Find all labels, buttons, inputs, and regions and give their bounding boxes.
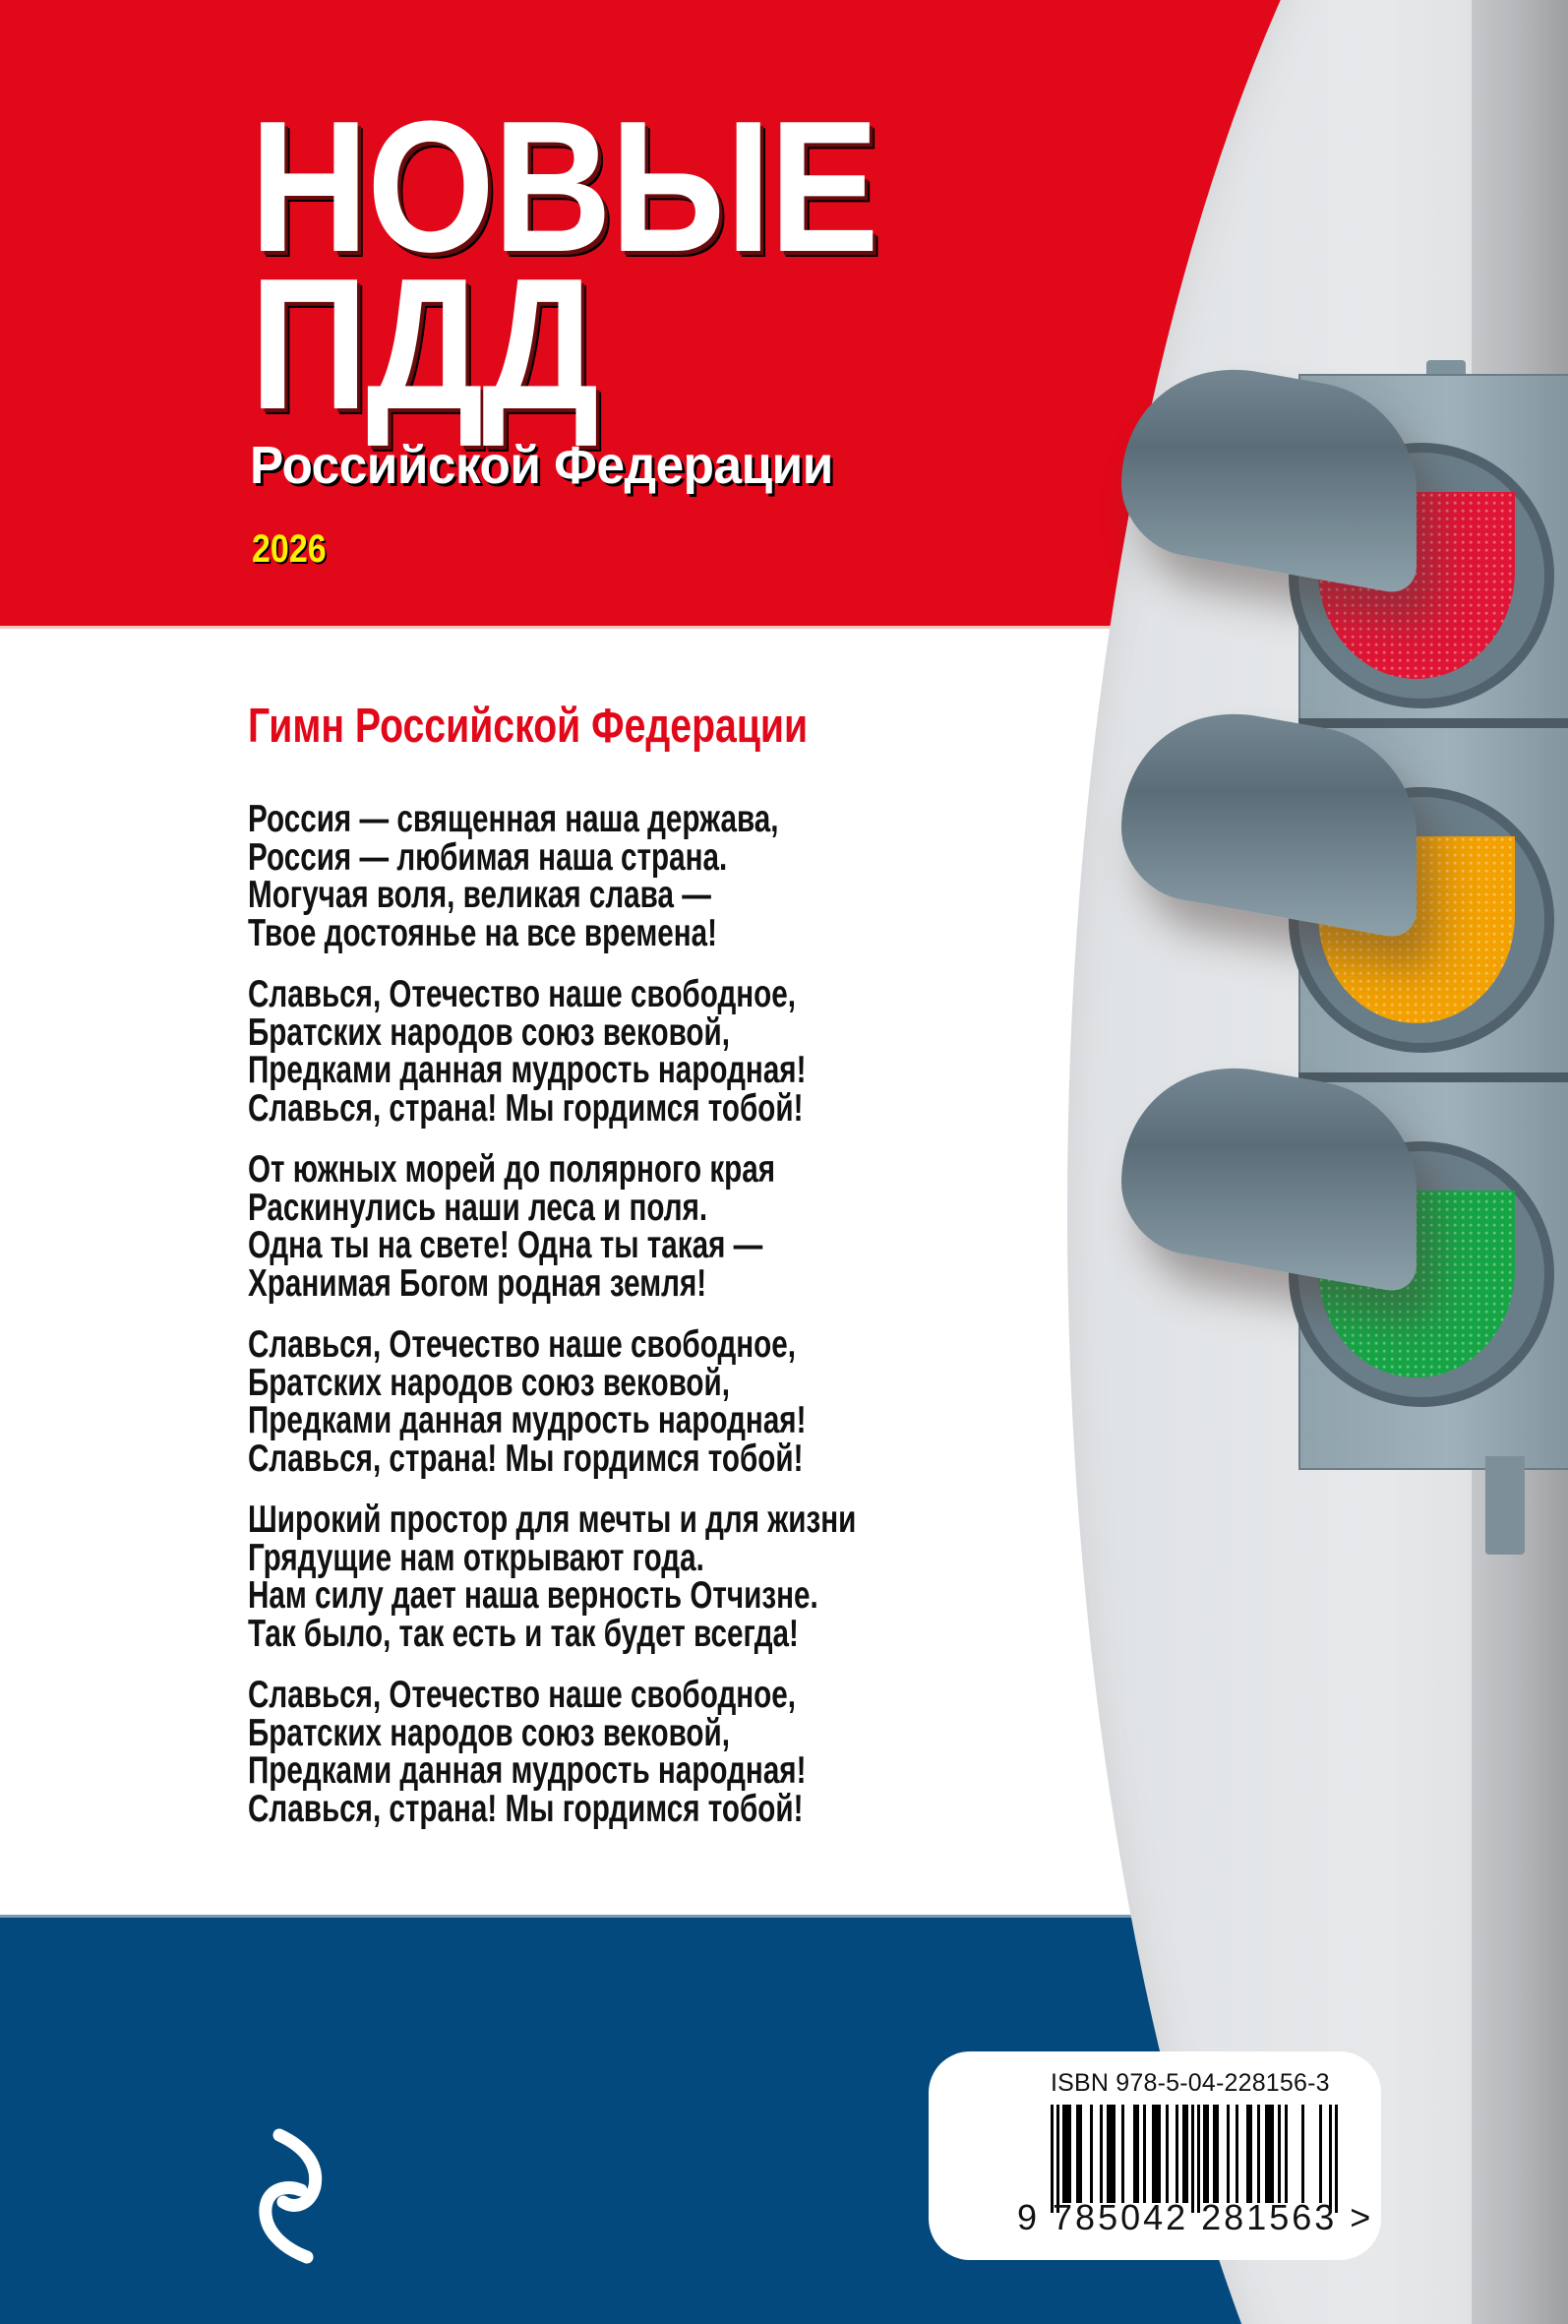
title-line-2: ПДД [250,240,598,449]
isbn-label: ISBN 978-5-04-228156-3 [1051,2069,1330,2097]
anthem-section [248,699,995,1852]
verse-line: Предками данная мудрость народная! [248,1049,807,1091]
stanza [248,798,995,954]
cover-title [250,83,963,449]
verse-line: Раскинулись наши леса и поля. [248,1186,708,1229]
verse-line: Славься, Отечество наше свободное, [248,973,796,1015]
verse-line: Славься, Отечество наше свободное, [248,1323,796,1366]
barcode-digits: 9 785042 281563 > [1017,2197,1374,2237]
stanza [248,1674,995,1830]
isbn-barcode-panel [929,2051,1381,2260]
verse-line: Так было, так есть и так будет всегда! [248,1612,799,1655]
verse-line: Братских народов союз вековой, [248,1361,730,1404]
eksmo-logo-icon [258,2127,327,2265]
verse-line: Братских народов союз вековой, [248,1711,730,1754]
housing-divider [1298,1072,1568,1082]
verse-line: Могучая воля, великая слава — [248,874,711,916]
stanza [248,1148,995,1305]
traffic-light-pole [1485,1456,1525,1555]
verse-line: Нам силу дает наша верность Отчизне. [248,1574,818,1617]
verse-line: Широкий простор для мечты и для жизни [248,1498,857,1541]
verse-line: От южных морей до полярного края [248,1148,776,1191]
verse-line: Славься, страна! Мы гордимся тобой! [248,1787,804,1830]
verse-line: Хранимая Богом родная земля! [248,1261,707,1305]
verse-line: Твое достоянье на все времена! [248,911,718,954]
stanza [248,1498,995,1655]
anthem-title: Гимн Российской Федерации [248,700,809,753]
verse-line: Россия — священная наша держава, [248,798,779,840]
verse-line: Славься, страна! Мы гордимся тобой! [248,1086,804,1130]
verse-line: Одна ты на свете! Одна ты такая — [248,1224,763,1266]
verse-line: Предками данная мудрость народная! [248,1749,807,1792]
verse-line: Славься, страна! Мы гордимся тобой! [248,1437,804,1480]
verse-line: Предками данная мудрость народная! [248,1399,807,1441]
verse-line: Братских народов союз вековой, [248,1010,730,1054]
traffic-light-image [1102,295,1568,1535]
verse-line: Грядущие нам открывают года. [248,1536,704,1579]
edition-year: 2026 [252,527,327,571]
stanza [248,973,995,1130]
stanza [248,1323,995,1480]
verse-line: Россия — любимая наша страна. [248,835,728,879]
title-line-1: НОВЫЕ [250,83,877,291]
cover-subtitle: Российской Федерации [250,436,833,495]
housing-divider [1298,718,1568,728]
verse-line: Славься, Отечество наше свободное, [248,1674,796,1716]
